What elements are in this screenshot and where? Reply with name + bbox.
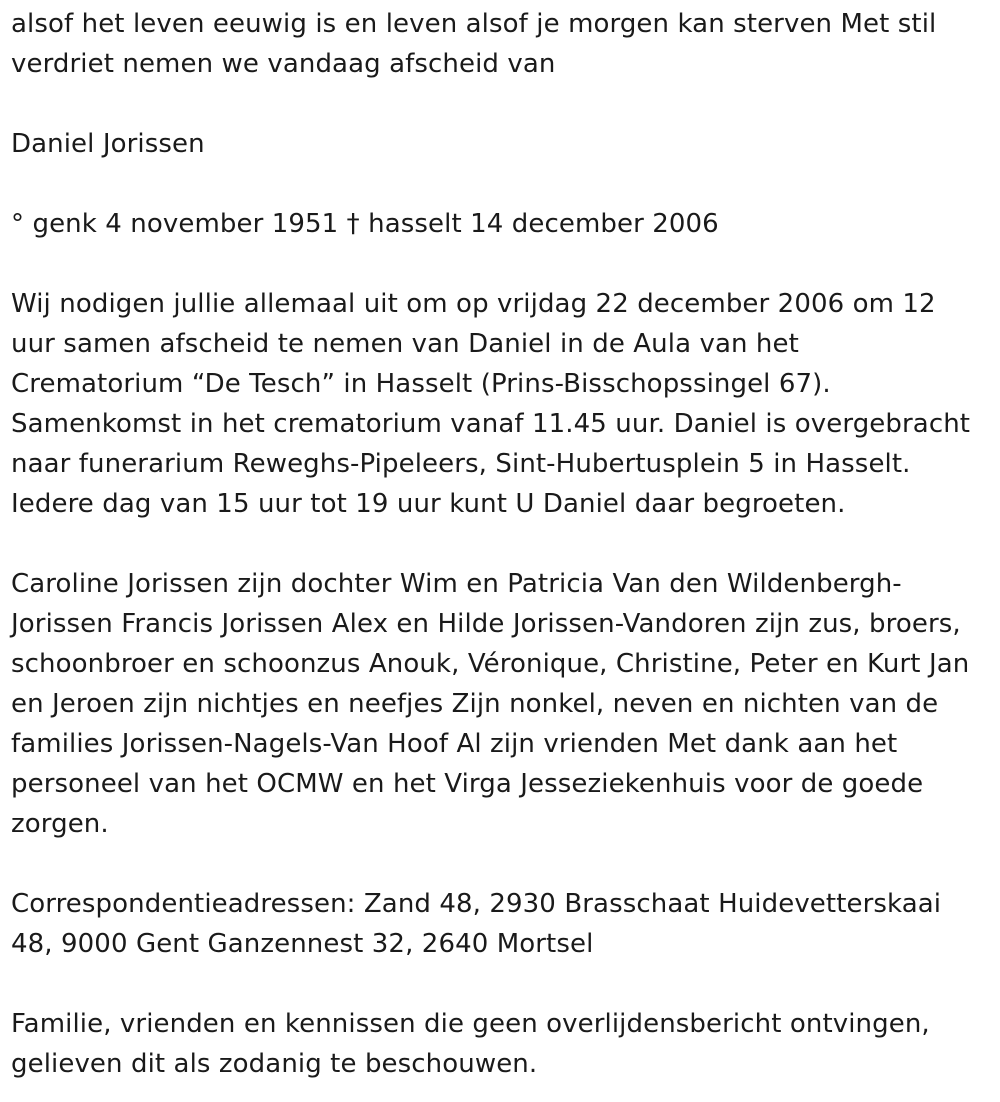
text-line: Caroline Jorissen zijn dochter Wim en Patricia Van den Wildenbergh-: [11, 569, 902, 599]
closing-paragraph: [11, 1004, 991, 1084]
birth-death-dates: [11, 204, 991, 244]
obituary-document: [11, 4, 991, 1084]
family-paragraph: [11, 564, 991, 844]
text-line: Crematorium “De Tesch” in Hasselt (Prins-Bisschopssingel 67).: [11, 369, 831, 399]
text-line: personeel van het OCMW en het Virga Jesseziekenhuis voor de goede: [11, 769, 924, 799]
text-line: uur samen afscheid te nemen van Daniel in de Aula van het: [11, 329, 799, 359]
text-line: verdriet nemen we vandaag afscheid van: [11, 49, 556, 79]
text-line: Familie, vrienden en kennissen die geen overlijdensbericht ontvingen,: [11, 1009, 930, 1039]
dates-text: ° genk 4 november 1951 † hasselt 14 december 2006: [11, 209, 719, 239]
text-line: en Jeroen zijn nichtjes en neefjes Zijn nonkel, neven en nichten van de: [11, 689, 939, 719]
text-line: Samenkomst in het crematorium vanaf 11.45 uur. Daniel is overgebracht: [11, 409, 971, 439]
text-line: alsof het leven eeuwig is en leven alsof je morgen kan sterven Met stil: [11, 9, 937, 39]
text-line: schoonbroer en schoonzus Anouk, Véronique, Christine, Peter en Kurt Jan: [11, 649, 970, 679]
text-line: Wij nodigen jullie allemaal uit om op vrijdag 22 december 2006 om 12: [11, 289, 936, 319]
text-line: naar funerarium Reweghs-Pipeleers, Sint-Hubertusplein 5 in Hasselt.: [11, 449, 911, 479]
deceased-name: [11, 124, 991, 164]
name-text: Daniel Jorissen: [11, 129, 205, 159]
text-line: 48, 9000 Gent Ganzennest 32, 2640 Mortsel: [11, 929, 594, 959]
text-line: zorgen.: [11, 809, 109, 839]
text-line: Correspondentieadressen: Zand 48, 2930 Brasschaat Huidevetterskaai: [11, 889, 942, 919]
text-line: families Jorissen-Nagels-Van Hoof Al zijn vrienden Met dank aan het: [11, 729, 898, 759]
text-line: gelieven dit als zodanig te beschouwen.: [11, 1049, 538, 1079]
text-line: Iedere dag van 15 uur tot 19 uur kunt U Daniel daar begroeten.: [11, 489, 846, 519]
addresses-paragraph: [11, 884, 991, 964]
text-line: Jorissen Francis Jorissen Alex en Hilde Jorissen-Vandoren zijn zus, broers,: [11, 609, 961, 639]
invitation-paragraph: [11, 284, 991, 524]
intro-paragraph: [11, 4, 991, 84]
